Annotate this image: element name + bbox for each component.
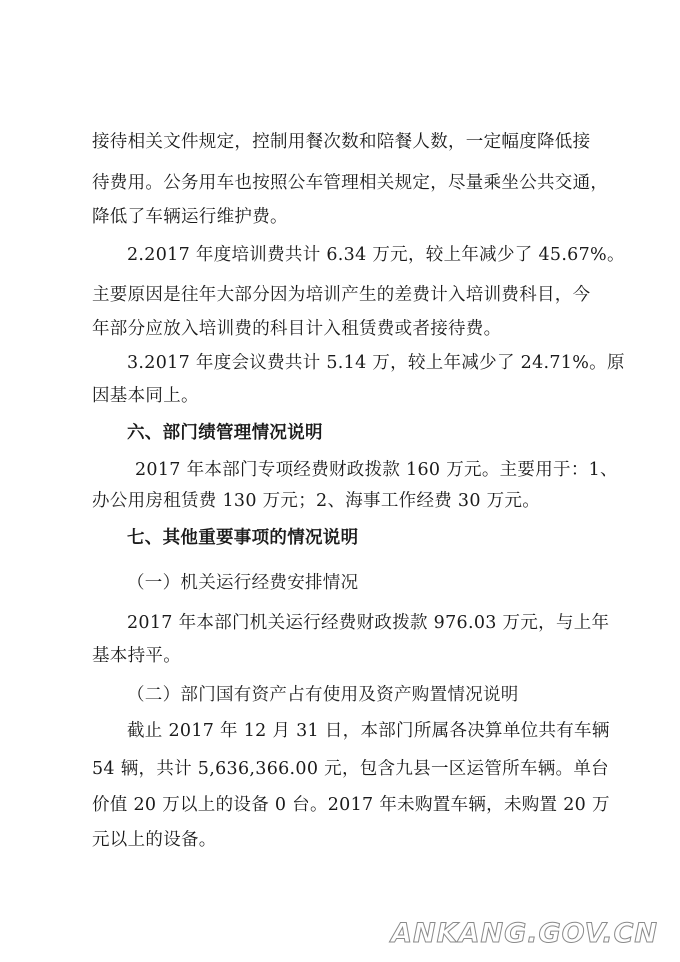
paragraph-line: 元以上的设备。 (92, 830, 217, 850)
paragraph-line: 主要原因是往年大部分因为培训产生的差费计入培训费科目，今 (92, 285, 591, 305)
paragraph-line: 办公用房租赁费 130 万元；2、海事工作经费 30 万元。 (92, 491, 541, 511)
paragraph-line: 降低了车辆运行维护费。 (92, 207, 288, 227)
paragraph-line: 待费用。公务用车也按照公车管理相关规定，尽量乘坐公共交通， (92, 173, 609, 193)
paragraph-line: 54 辆，共计 5,636,366.00 元，包含九县一区运管所车辆。单台 (92, 759, 609, 779)
paragraph-line: 基本持平。 (92, 646, 181, 666)
subsection-heading: （一）机关运行经费安排情况 (127, 573, 359, 593)
paragraph-line: 截止 2017 年 12 月 31 日，本部门所属各决算单位共有车辆 (127, 721, 610, 741)
paragraph-line: 2017 年本部门机关运行经费财政拨款 976.03 万元，与上年 (127, 613, 610, 633)
paragraph-line: 年部分应放入培训费的科目计入租赁费或者接待费。 (92, 319, 502, 339)
paragraph-line: 3.2017 年度会议费共计 5.14 万，较上年减少了 24.71%。原 (127, 353, 625, 373)
paragraph-line: 价值 20 万以上的设备 0 台。2017 年未购置车辆，未购置 20 万 (92, 795, 610, 815)
subsection-heading: （二）部门国有资产占有使用及资产购置情况说明 (127, 685, 519, 705)
paragraph-line: 2017 年本部门专项经费财政拨款 160 万元。主要用于：1、 (135, 460, 618, 480)
paragraph-line: 2.2017 年度培训费共计 6.34 万元，较上年减少了 45.67%。 (127, 245, 625, 265)
section-heading: 七、其他重要事项的情况说明 (127, 528, 359, 548)
site-watermark: ANKANG.GOV.CN (391, 918, 658, 949)
section-heading: 六、部门绩管理情况说明 (127, 423, 323, 443)
paragraph-line: 因基本同上。 (92, 386, 199, 406)
paragraph-line: 接待相关文件规定，控制用餐次数和陪餐人数，一定幅度降低接 (92, 132, 591, 152)
